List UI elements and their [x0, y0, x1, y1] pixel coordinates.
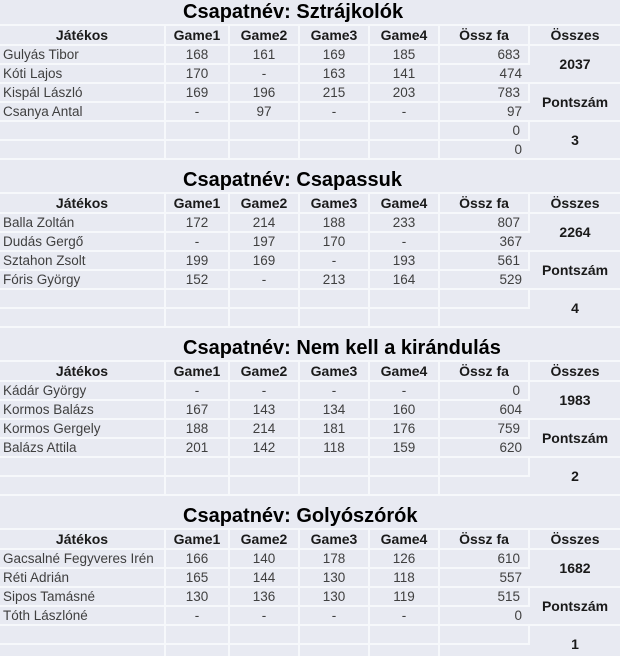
pinfall-total-cell: 610: [440, 550, 530, 569]
game-score-cell: [230, 141, 300, 160]
player-row: [0, 271, 620, 290]
pinfall-total-cell: 529: [440, 271, 530, 290]
column-header-game2: Game2: [230, 194, 300, 214]
game-score-cell: 233: [370, 214, 440, 233]
game-score-cell: [300, 290, 370, 309]
player-name-cell: [0, 477, 166, 496]
game-score-cell: 130: [300, 588, 370, 607]
game-score-cell: 165: [166, 569, 230, 588]
pinfall-total-cell: 683: [440, 46, 530, 65]
game-score-cell: 169: [166, 84, 230, 103]
game-score-cell: 140: [230, 550, 300, 569]
game-score-cell: -: [370, 233, 440, 252]
game-score-cell: 188: [300, 214, 370, 233]
player-row: [0, 569, 620, 588]
player-row: [0, 103, 620, 122]
game-score-cell: 142: [230, 439, 300, 458]
game-score-cell: [230, 626, 300, 645]
game-score-cell: 197: [230, 233, 300, 252]
game-score-cell: 199: [166, 252, 230, 271]
game-score-cell: 193: [370, 252, 440, 271]
player-row: [0, 607, 620, 626]
team-total-cell: 1983: [530, 382, 620, 420]
game-score-cell: -: [370, 103, 440, 122]
pinfall-total-cell: 97: [440, 103, 530, 122]
game-score-cell: [370, 141, 440, 160]
player-name-cell: [0, 645, 166, 656]
pinfall-total-cell: [440, 458, 530, 477]
game-score-cell: 196: [230, 84, 300, 103]
player-row: [0, 214, 620, 233]
game-score-cell: -: [166, 233, 230, 252]
player-name-cell: Kispál László: [0, 84, 166, 103]
game-score-cell: [230, 477, 300, 496]
pinfall-total-cell: 807: [440, 214, 530, 233]
game-score-cell: 130: [166, 588, 230, 607]
pinfall-total-cell: 561: [440, 252, 530, 271]
column-header-game3: Game3: [300, 26, 370, 46]
column-header-game3: Game3: [300, 362, 370, 382]
game-score-cell: [300, 458, 370, 477]
game-score-cell: 170: [166, 65, 230, 84]
game-score-cell: -: [230, 65, 300, 84]
column-header-game4: Game4: [370, 530, 440, 550]
score-table: [0, 26, 620, 160]
player-row: [0, 439, 620, 458]
game-score-cell: -: [166, 103, 230, 122]
team-title: Csapatnév: Golyószórók: [0, 504, 620, 530]
score-table: [0, 194, 620, 328]
column-header-game2: Game2: [230, 530, 300, 550]
game-score-cell: 214: [230, 214, 300, 233]
player-row: [0, 550, 620, 569]
game-score-cell: [166, 290, 230, 309]
pinfall-total-cell: 0: [440, 382, 530, 401]
game-score-cell: -: [300, 607, 370, 626]
player-row: [0, 141, 620, 160]
points-value-cell: 2: [530, 458, 620, 496]
pinfall-total-cell: 759: [440, 420, 530, 439]
column-header-game2: Game2: [230, 26, 300, 46]
pinfall-total-cell: [440, 309, 530, 328]
column-header-game1: Game1: [166, 530, 230, 550]
column-header-pinfall: Össz fa: [440, 530, 530, 550]
column-header-game1: Game1: [166, 362, 230, 382]
header-row: [0, 26, 620, 46]
game-score-cell: -: [300, 103, 370, 122]
game-score-cell: 166: [166, 550, 230, 569]
column-header-game4: Game4: [370, 26, 440, 46]
game-score-cell: -: [166, 382, 230, 401]
game-score-cell: 143: [230, 401, 300, 420]
game-score-cell: 141: [370, 65, 440, 84]
game-score-cell: -: [300, 252, 370, 271]
player-name-cell: [0, 309, 166, 328]
team-section: [0, 168, 620, 328]
column-header-game1: Game1: [166, 194, 230, 214]
team-title: Csapatnév: Csapassuk: [0, 168, 620, 194]
player-name-cell: Gacsalné Fegyveres Irén: [0, 550, 166, 569]
game-score-cell: [300, 309, 370, 328]
player-row: [0, 626, 620, 645]
column-header-pinfall: Össz fa: [440, 26, 530, 46]
pinfall-total-cell: 0: [440, 141, 530, 160]
game-score-cell: 169: [300, 46, 370, 65]
player-row: [0, 252, 620, 271]
pinfall-total-cell: 0: [440, 122, 530, 141]
game-score-cell: [166, 477, 230, 496]
column-header-total: Összes: [530, 530, 620, 550]
player-name-cell: Kóti Lajos: [0, 65, 166, 84]
game-score-cell: [300, 626, 370, 645]
game-score-cell: [370, 477, 440, 496]
pinfall-total-cell: 620: [440, 439, 530, 458]
game-score-cell: 130: [300, 569, 370, 588]
game-score-cell: 144: [230, 569, 300, 588]
points-label-cell: Pontszám: [530, 84, 620, 122]
points-label-cell: Pontszám: [530, 588, 620, 626]
game-score-cell: [370, 645, 440, 656]
pinfall-total-cell: 0: [440, 607, 530, 626]
game-score-cell: [300, 141, 370, 160]
column-header-player: Játékos: [0, 362, 166, 382]
player-name-cell: Réti Adrián: [0, 569, 166, 588]
team-title: Csapatnév: Nem kell a kirándulás: [0, 336, 620, 362]
pinfall-total-cell: [440, 477, 530, 496]
game-score-cell: 213: [300, 271, 370, 290]
game-score-cell: 168: [166, 46, 230, 65]
player-row: [0, 65, 620, 84]
header-row: [0, 530, 620, 550]
game-score-cell: 136: [230, 588, 300, 607]
player-name-cell: [0, 458, 166, 477]
team-total-cell: 1682: [530, 550, 620, 588]
game-score-cell: 181: [300, 420, 370, 439]
game-score-cell: 160: [370, 401, 440, 420]
player-name-cell: Balla Zoltán: [0, 214, 166, 233]
column-header-total: Összes: [530, 362, 620, 382]
player-name-cell: Gulyás Tibor: [0, 46, 166, 65]
player-row: [0, 84, 620, 103]
player-name-cell: Sipos Tamásné: [0, 588, 166, 607]
game-score-cell: 159: [370, 439, 440, 458]
column-header-player: Játékos: [0, 194, 166, 214]
game-score-cell: 169: [230, 252, 300, 271]
game-score-cell: 97: [230, 103, 300, 122]
game-score-cell: [166, 458, 230, 477]
column-header-total: Összes: [530, 26, 620, 46]
team-total-cell: 2037: [530, 46, 620, 84]
game-score-cell: [300, 645, 370, 656]
player-row: [0, 401, 620, 420]
game-score-cell: [230, 309, 300, 328]
points-value-cell: 3: [530, 122, 620, 160]
column-header-player: Játékos: [0, 530, 166, 550]
game-score-cell: 118: [370, 569, 440, 588]
column-header-game4: Game4: [370, 194, 440, 214]
player-row: [0, 420, 620, 439]
pinfall-total-cell: 604: [440, 401, 530, 420]
player-row: [0, 477, 620, 496]
column-header-pinfall: Össz fa: [440, 362, 530, 382]
player-row: [0, 382, 620, 401]
pinfall-total-cell: 783: [440, 84, 530, 103]
game-score-cell: 164: [370, 271, 440, 290]
points-label-cell: Pontszám: [530, 252, 620, 290]
player-name-cell: Kormos Gergely: [0, 420, 166, 439]
game-score-cell: [166, 645, 230, 656]
player-row: [0, 588, 620, 607]
column-header-player: Játékos: [0, 26, 166, 46]
game-score-cell: 203: [370, 84, 440, 103]
game-score-cell: 215: [300, 84, 370, 103]
game-score-cell: 214: [230, 420, 300, 439]
pinfall-total-cell: [440, 290, 530, 309]
game-score-cell: [166, 122, 230, 141]
score-table: [0, 362, 620, 496]
pinfall-total-cell: [440, 626, 530, 645]
game-score-cell: 134: [300, 401, 370, 420]
pinfall-total-cell: 367: [440, 233, 530, 252]
game-score-cell: [230, 458, 300, 477]
player-row: [0, 458, 620, 477]
game-score-cell: [370, 290, 440, 309]
player-name-cell: [0, 290, 166, 309]
game-score-cell: 201: [166, 439, 230, 458]
player-name-cell: [0, 626, 166, 645]
game-score-cell: [370, 458, 440, 477]
column-header-game3: Game3: [300, 194, 370, 214]
game-score-cell: [370, 122, 440, 141]
pinfall-total-cell: 557: [440, 569, 530, 588]
game-score-cell: -: [370, 382, 440, 401]
game-score-cell: 188: [166, 420, 230, 439]
points-label-cell: Pontszám: [530, 420, 620, 458]
game-score-cell: 172: [166, 214, 230, 233]
team-title: Csapatnév: Sztrájkolók: [0, 0, 620, 26]
column-header-game3: Game3: [300, 530, 370, 550]
points-value-cell: 4: [530, 290, 620, 328]
column-header-total: Összes: [530, 194, 620, 214]
game-score-cell: -: [166, 607, 230, 626]
game-score-cell: -: [370, 607, 440, 626]
column-header-game2: Game2: [230, 362, 300, 382]
header-row: [0, 194, 620, 214]
game-score-cell: 119: [370, 588, 440, 607]
player-name-cell: Kormos Balázs: [0, 401, 166, 420]
player-row: [0, 645, 620, 656]
game-score-cell: [166, 309, 230, 328]
player-row: [0, 233, 620, 252]
game-score-cell: 185: [370, 46, 440, 65]
team-section: [0, 0, 620, 160]
team-section: [0, 336, 620, 496]
game-score-cell: [370, 626, 440, 645]
player-name-cell: Tóth Lászlóné: [0, 607, 166, 626]
game-score-cell: [300, 122, 370, 141]
pinfall-total-cell: 515: [440, 588, 530, 607]
player-name-cell: Balázs Attila: [0, 439, 166, 458]
game-score-cell: [230, 290, 300, 309]
column-header-pinfall: Össz fa: [440, 194, 530, 214]
game-score-cell: -: [300, 382, 370, 401]
player-name-cell: [0, 122, 166, 141]
player-row: [0, 46, 620, 65]
player-name-cell: Kádár György: [0, 382, 166, 401]
player-name-cell: Fóris György: [0, 271, 166, 290]
pinfall-total-cell: [440, 645, 530, 656]
game-score-cell: 167: [166, 401, 230, 420]
header-row: [0, 362, 620, 382]
player-row: [0, 290, 620, 309]
points-value-cell: 1: [530, 626, 620, 656]
player-row: [0, 309, 620, 328]
player-row: [0, 122, 620, 141]
game-score-cell: 152: [166, 271, 230, 290]
game-score-cell: [370, 309, 440, 328]
team-section: [0, 504, 620, 656]
game-score-cell: -: [230, 382, 300, 401]
game-score-cell: [230, 645, 300, 656]
game-score-cell: [230, 122, 300, 141]
pinfall-total-cell: 474: [440, 65, 530, 84]
game-score-cell: 163: [300, 65, 370, 84]
game-score-cell: -: [230, 271, 300, 290]
game-score-cell: 176: [370, 420, 440, 439]
game-score-cell: [166, 626, 230, 645]
column-header-game4: Game4: [370, 362, 440, 382]
game-score-cell: 118: [300, 439, 370, 458]
player-name-cell: [0, 141, 166, 160]
game-score-cell: 170: [300, 233, 370, 252]
player-name-cell: Sztahon Zsolt: [0, 252, 166, 271]
player-name-cell: Dudás Gergő: [0, 233, 166, 252]
team-total-cell: 2264: [530, 214, 620, 252]
score-table: [0, 530, 620, 656]
column-header-game1: Game1: [166, 26, 230, 46]
game-score-cell: 126: [370, 550, 440, 569]
game-score-cell: [166, 141, 230, 160]
game-score-cell: [300, 477, 370, 496]
game-score-cell: -: [230, 607, 300, 626]
player-name-cell: Csanya Antal: [0, 103, 166, 122]
game-score-cell: 161: [230, 46, 300, 65]
game-score-cell: 178: [300, 550, 370, 569]
